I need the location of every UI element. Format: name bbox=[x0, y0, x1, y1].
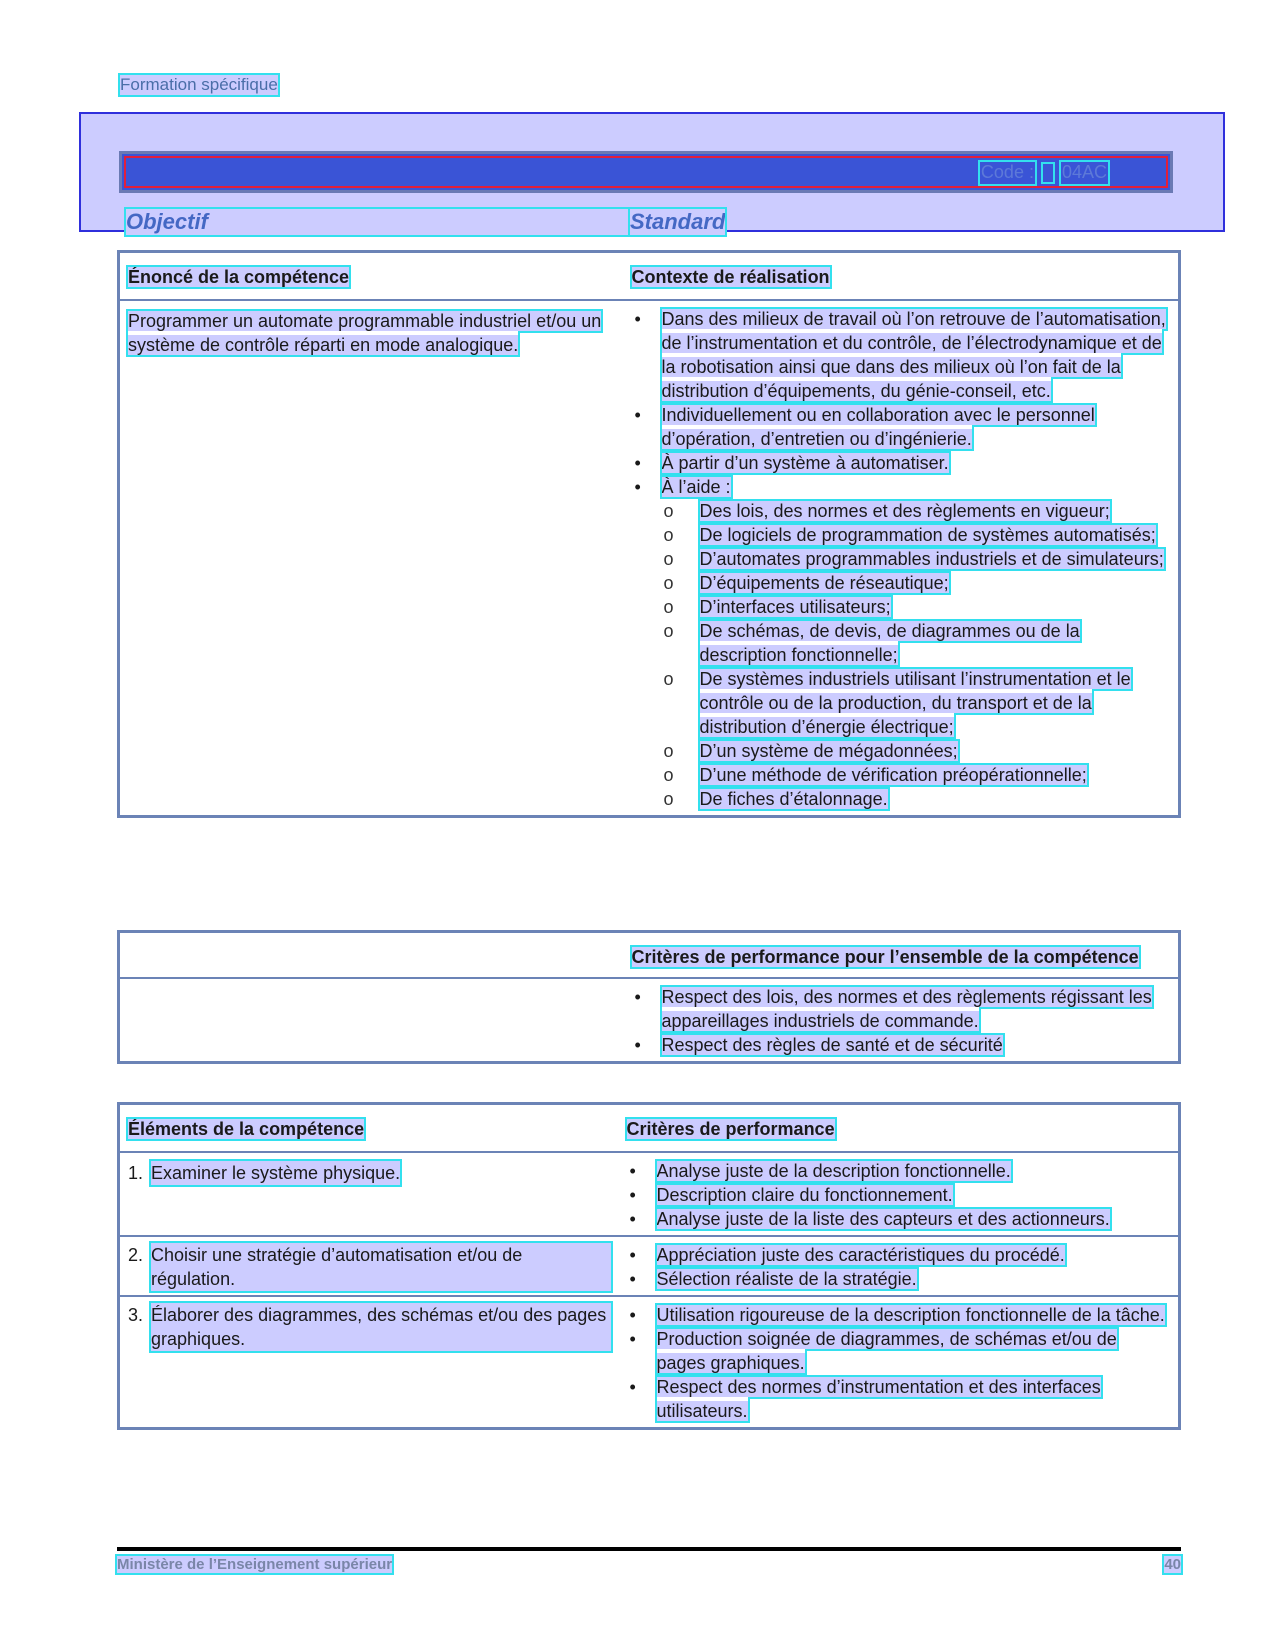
list-item: • Individuellement ou en collaboration avec le personnel d’opération, d’entretien ou d’ingénierie. bbox=[632, 403, 1171, 451]
element-text: Élaborer des diagrammes, des schémas et/ou des pages graphiques. bbox=[151, 1303, 610, 1351]
list-item: o De systèmes industriels utilisant l’instrumentation et le contrôle ou de la production, du transport et de la distribution d’énergie électrique; bbox=[662, 667, 1171, 739]
competence-table bbox=[117, 250, 1181, 818]
code-label: Code : bbox=[980, 162, 1034, 182]
code-separator bbox=[1041, 162, 1055, 184]
code-value: 04AC bbox=[1061, 162, 1107, 182]
footer-rule bbox=[117, 1547, 1181, 1551]
list-item: o De fiches d’étalonnage. bbox=[662, 787, 1171, 811]
list-item: • Respect des lois, des normes et des règlements régissant les appareillages industriels de commande. bbox=[632, 985, 1171, 1033]
table-row: 1. Examiner le système physique. • Analyse juste de la description fonctionnelle. • Description claire du fonctionnement. • Analyse juste de la liste des capteurs et des actionneurs. bbox=[119, 1152, 1180, 1236]
table-row: 2. Choisir une stratégie d’automatisation et/ou de régulation. • Appréciation juste des caractéristiques du procédé. • Sélection réaliste de la stratégie. bbox=[119, 1236, 1180, 1296]
list-item: o D’équipements de réseautique; bbox=[662, 571, 1171, 595]
competence-statement: Programmer un automate programmable industriel et/ou un système de contrôle réparti en mode analogique. bbox=[128, 311, 602, 355]
elements-table bbox=[117, 1102, 1181, 1430]
element-text: Choisir une stratégie d’automatisation et/ou de régulation. bbox=[151, 1243, 610, 1291]
list-item: • Respect des normes d’instrumentation et des interfaces utilisateurs. bbox=[627, 1375, 1171, 1423]
list-item: • Analyse juste de la liste des capteurs et des actionneurs. bbox=[627, 1207, 1171, 1231]
list-item: o D’interfaces utilisateurs; bbox=[662, 595, 1171, 619]
ministry-name: Ministère de l’Enseignement supérieur bbox=[117, 1556, 393, 1573]
page-footer bbox=[117, 1556, 1181, 1573]
list-item: o D’un système de mégadonnées; bbox=[662, 739, 1171, 763]
list-item: • Description claire du fonctionnement. bbox=[627, 1183, 1171, 1207]
criteria-header: Critères de performance bbox=[626, 1119, 835, 1139]
statement-header: Énoncé de la compétence bbox=[128, 267, 350, 287]
list-item: o D’automates programmables industriels et de simulateurs; bbox=[662, 547, 1171, 571]
list-item: • Analyse juste de la description fonctionnelle. bbox=[627, 1159, 1171, 1183]
page-header: Formation spécifique bbox=[120, 75, 278, 94]
context-list bbox=[632, 307, 1171, 499]
page-number: 40 bbox=[1164, 1556, 1181, 1573]
global-criteria-list bbox=[632, 985, 1171, 1057]
global-criteria-table bbox=[117, 930, 1181, 1064]
global-criteria-header: Critères de performance pour l’ensemble de la compétence bbox=[631, 947, 1139, 967]
list-item: • Respect des règles de santé et de sécurité bbox=[632, 1033, 1171, 1057]
code-bar bbox=[119, 151, 1173, 193]
list-item: • À partir d’un système à automatiser. bbox=[632, 451, 1171, 475]
standard-label: Standard bbox=[630, 209, 726, 234]
context-header: Contexte de réalisation bbox=[631, 267, 830, 287]
list-item: • Production soignée de diagrammes, de schémas et/ou de pages graphiques. bbox=[627, 1327, 1171, 1375]
list-item: o D’une méthode de vérification préopérationnelle; bbox=[662, 763, 1171, 787]
table-row: 3. Élaborer des diagrammes, des schémas et/ou des pages graphiques. • Utilisation rigoureuse de la description fonctionnelle de la tâche. • Production soignée de diagrammes, de schémas et/ou de pages graphiques. • Respect des normes d’instrumentation et des interfaces utilisateurs. bbox=[119, 1296, 1180, 1429]
objective-label: Objectif bbox=[126, 209, 631, 235]
criteria-list bbox=[627, 1303, 1171, 1423]
code-field bbox=[980, 162, 1108, 184]
element-text: Examiner le système physique. bbox=[151, 1163, 401, 1183]
aids-list bbox=[662, 499, 1171, 811]
criteria-list bbox=[627, 1243, 1171, 1291]
list-item: • À l’aide : bbox=[632, 475, 1171, 499]
list-item: o Des lois, des normes et des règlements en vigueur; bbox=[662, 499, 1171, 523]
list-item: • Sélection réaliste de la stratégie. bbox=[627, 1267, 1171, 1291]
elements-header: Éléments de la compétence bbox=[128, 1119, 365, 1139]
list-item: o De logiciels de programmation de systèmes automatisés; bbox=[662, 523, 1171, 547]
criteria-list bbox=[627, 1159, 1171, 1231]
list-item: o De schémas, de devis, de diagrammes ou de la description fonctionnelle; bbox=[662, 619, 1171, 667]
list-item: • Dans des milieux de travail où l’on retrouve de l’automatisation, de l’instrumentation et du contrôle, de l’électrodynamique et de la robotisation ainsi que dans des milieux où l’on fait de la distribution d’équipements, du génie-conseil, etc. bbox=[632, 307, 1171, 403]
list-item: • Utilisation rigoureuse de la description fonctionnelle de la tâche. bbox=[627, 1303, 1171, 1327]
list-item: • Appréciation juste des caractéristiques du procédé. bbox=[627, 1243, 1171, 1267]
